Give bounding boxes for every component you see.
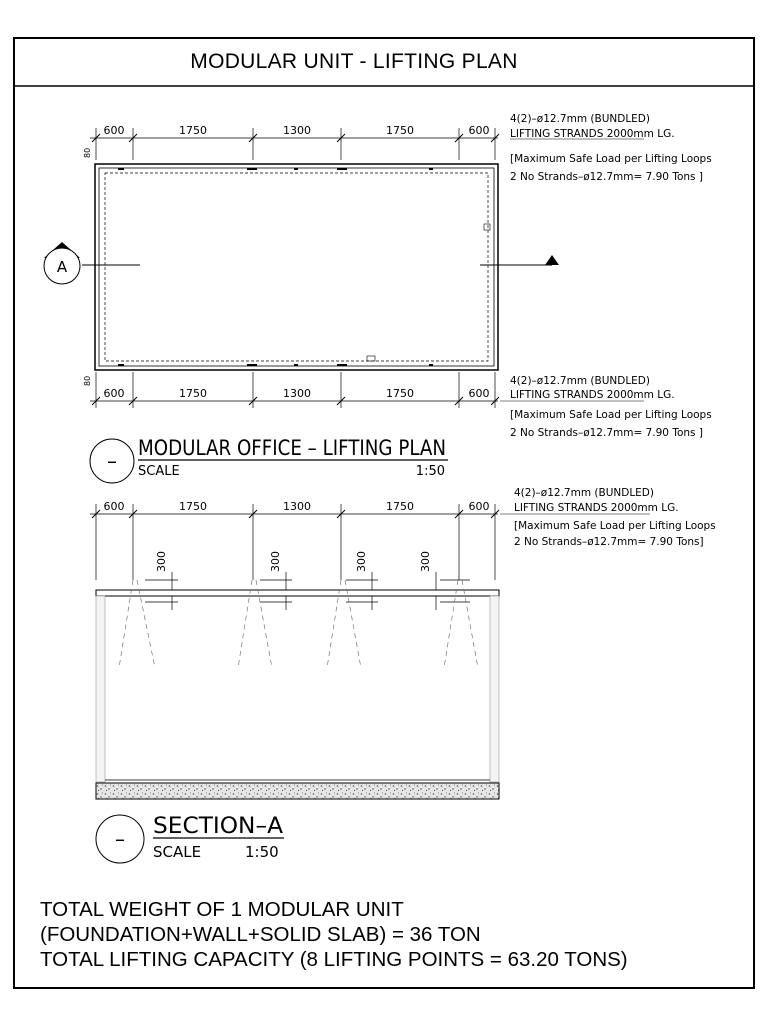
summary-line-1: TOTAL WEIGHT OF 1 MODULAR UNIT [40,898,404,921]
plan-bottom-dim-1: 600 [103,387,125,400]
strand-note-bottom [500,375,712,439]
section-dim-1: 600 [103,500,125,513]
strand-note-top [510,113,712,183]
strand-note-line4: 2 No Strands–ø12.7mm= 7.90 Tons ] [510,427,703,439]
section-title-block [96,814,284,863]
plan-title-marker: – [107,449,117,473]
plan-top-dim-4: 1750 [386,124,414,137]
section-scale-label: SCALE [153,843,202,861]
sheet-title: MODULAR UNIT - LIFTING PLAN [190,50,518,73]
plan-title-block [90,436,448,483]
plan-bottom-edge-dim: 80 [83,375,92,386]
plan-bottom-dim-2: 1750 [179,387,207,400]
section-scale-value: 1:50 [245,843,279,861]
plan-view [44,124,559,408]
section-title-marker: – [115,827,125,851]
loop-dim-3: 300 [355,551,368,572]
loop-dim-2: 300 [269,551,282,572]
strand-note-line1: 4(2)–ø12.7mm (BUNDLED) [510,375,650,387]
plan-top-dim-2: 1750 [179,124,207,137]
section-dim-4: 1750 [386,500,414,513]
plan-title: MODULAR OFFICE – LIFTING PLAN [138,436,446,460]
plan-scale-value: 1:50 [415,464,445,479]
strand-note-section [500,487,716,548]
strand-note-line1: 4(2)–ø12.7mm (BUNDLED) [510,113,650,125]
section-title: SECTION–A [153,814,283,839]
strand-note-line1: 4(2)–ø12.7mm (BUNDLED) [514,487,654,499]
summary-line-2: (FOUNDATION+WALL+SOLID SLAB) = 36 TON [40,923,481,946]
weight-summary [40,897,628,972]
loop-dim-4: 300 [419,551,432,572]
section-marker-label: A [56,258,68,276]
strand-note-line3: [Maximum Safe Load per Lifting Loops [514,520,716,532]
strand-note-line2: LIFTING STRANDS 2000mm LG. [510,128,675,140]
strand-note-line4: 2 No Strands–ø12.7mm= 7.90 Tons] [514,536,704,548]
plan-top-edge-dim: 80 [83,147,92,158]
section-view [90,500,499,799]
section-dim-2: 1750 [179,500,207,513]
summary-line-3: TOTAL LIFTING CAPACITY (8 LIFTING POINTS = 63.20 TONS) [40,948,628,971]
strand-note-line3: [Maximum Safe Load per Lifting Loops [510,153,712,165]
strand-note-line4: 2 No Strands–ø12.7mm= 7.90 Tons ] [510,171,703,183]
loop-dim-1: 300 [155,551,168,572]
strand-note-line3: [Maximum Safe Load per Lifting Loops [510,409,712,421]
section-dim-5: 600 [468,500,490,513]
plan-bottom-dim-5: 600 [468,387,490,400]
title-bar [14,38,754,86]
strand-note-line2: LIFTING STRANDS 2000mm LG. [514,502,679,514]
plan-top-dim-5: 600 [468,124,490,137]
plan-bottom-dim-4: 1750 [386,387,414,400]
plan-top-dim-3: 1300 [283,124,311,137]
plan-top-dim-1: 600 [103,124,125,137]
plan-scale-label: SCALE [138,464,180,479]
section-dim-3: 1300 [283,500,311,513]
strand-note-line2: LIFTING STRANDS 2000mm LG. [510,389,675,401]
plan-bottom-dim-3: 1300 [283,387,311,400]
